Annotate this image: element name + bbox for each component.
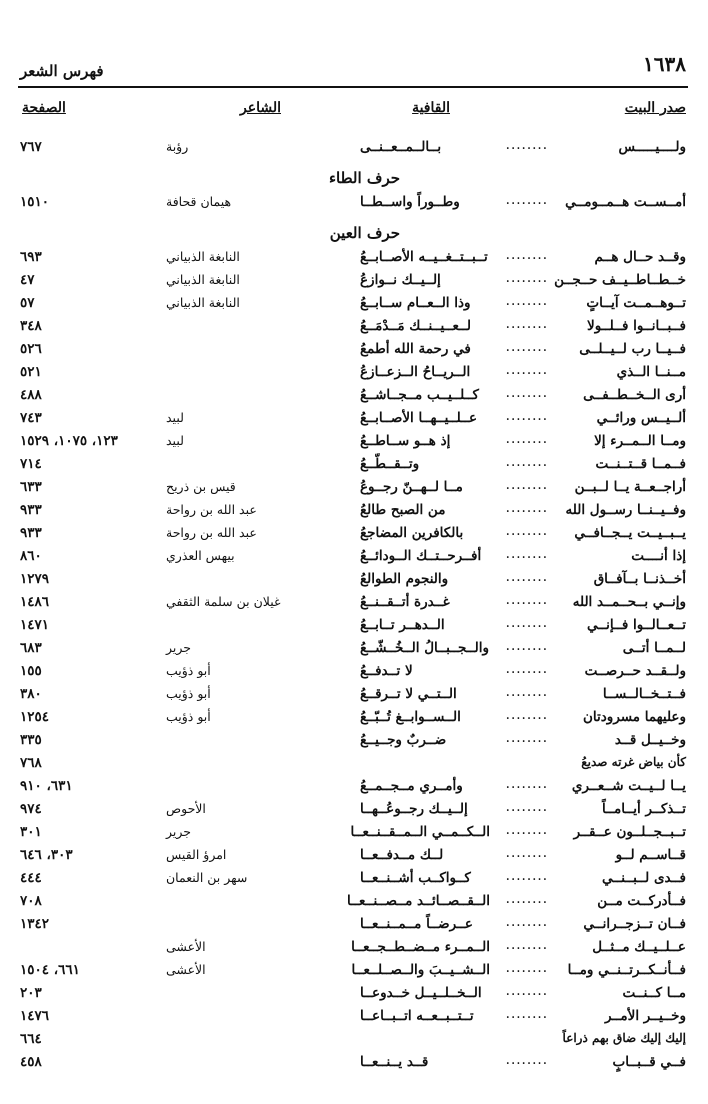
poet-cell: جرير [166,640,191,655]
running-title: فهرس الشعر [20,62,104,80]
section-heading-row [0,159,708,191]
table-row [0,867,708,890]
page-ref-cell: ٣٠١ [20,824,42,840]
poet-cell: النابغة الذبياني [166,295,240,310]
poet-cell: أبو ذؤيب [166,709,211,724]
dot-leader: ........ [505,431,548,447]
verse-opening: يــا لــيــت شــعــري [571,778,686,794]
page-ref-cell: ١٢٥٤ [20,709,50,725]
verse-opening: كأن بياض غرته صديعُ [581,755,686,769]
dot-leader: ........ [505,293,548,309]
dot-leader: ........ [505,316,548,332]
verse-opening: إذا أنــــت [631,548,686,564]
page-ref-cell: ٦٣٣ [20,479,42,495]
rhyme-cell: الــكــمــي الــمــقــنــعــا [350,824,490,840]
dot-leader: ........ [505,339,548,355]
rhyme-cell: الــقــصــائــد مــصــنــعــا [347,893,490,909]
poet-cell: النابغة الذبياني [166,249,240,264]
table-row [0,959,708,982]
verse-opening: خــطــاطــيــف حــجــن [554,272,686,288]
table-row [0,338,708,361]
dot-leader: ........ [505,776,548,792]
table-row [0,913,708,936]
dot-leader: ........ [505,937,548,953]
section-title: حرف العين [329,224,400,242]
table-row [0,453,708,476]
page-ref-cell: ٣٣٥ [20,732,42,748]
verse-opening: وخــيــل قــد [614,732,686,748]
dot-leader: ........ [505,408,548,424]
page-ref-cell: ١٤٨٦ [20,594,50,610]
dot-leader: ........ [505,845,548,861]
dot-leader: ........ [505,914,548,930]
dot-leader: ........ [505,362,548,378]
page-ref-cell: ٤٥٨ [20,1054,42,1070]
page-ref-cell: ١٢٧٩ [20,571,50,587]
rhyme-cell: عــرضــاً مــمــنــعــا [360,916,473,932]
page-ref-cell: ١٥١٠ [20,194,50,210]
verse-opening: أراجــعــة يــا لــبــن [574,479,686,495]
rhyme-cell: وتــقــطّــعُ [360,456,420,472]
rhyme-cell: كــلــيــب مــجــاشــعُ [360,387,479,403]
poet-cell: الأحوص [166,801,206,816]
page-ref-cell: ٤٤٤ [20,870,42,886]
dot-leader: ........ [505,569,548,585]
dot-leader: ........ [505,137,548,153]
rhyme-cell: والنجوم الطوالعُ [360,571,449,587]
page-ref-cell: ٣٤٨ [20,318,42,334]
verse-opening: تــبــجــلــون عــقــر [573,824,686,840]
poet-cell: النابغة الذبياني [166,272,240,287]
table-row [0,292,708,315]
table-row [0,384,708,407]
page-ref-cell: ٥٢١ [20,364,42,380]
rhyme-cell: إلــيــك نــوازعُ [360,272,441,288]
dot-leader: ........ [505,891,548,907]
poet-cell: عبد الله بن رواحة [166,525,257,540]
page-ref-cell: ٣٠٣، ٦٤٦ [20,847,73,863]
page-ref-cell: ١٢٣، ١٠٧٥، ١٥٢٩ [20,433,118,449]
poet-cell: عبد الله بن رواحة [166,502,257,517]
page-ref-cell: ١٤٧٦ [20,1008,50,1024]
page-ref-cell: ٣٨٠ [20,686,42,702]
table-row [0,821,708,844]
verse-opening: وخــيــر الأمــر [605,1008,686,1024]
page-ref-cell: ٩٣٣ [20,502,42,518]
verse-opening: ولــــيـــــس [618,139,686,155]
header-rule [18,86,688,88]
verse-opening: فــأنــكــرتــنــي ومــا [567,962,686,978]
table-row [0,191,708,214]
verse-opening: وقــد حــال هــم [594,249,686,265]
dot-leader: ........ [505,983,548,999]
table-row [0,844,708,867]
section-heading-row [0,214,708,246]
dot-leader: ........ [505,247,548,263]
table-row [0,1028,708,1051]
table-row [0,476,708,499]
dot-leader: ........ [505,385,548,401]
table-row [0,499,708,522]
verse-opening: وفــيــنــا رســول الله [565,502,686,518]
verse-opening: أرى الــخــطــفــى [583,387,686,403]
table-row [0,1051,708,1074]
dot-leader: ........ [505,799,548,815]
rhyme-cell: أفــرحــتــك الــودائــعُ [360,548,482,564]
verse-opening: مــا كــنــت [622,985,686,1001]
rhyme-cell: غــدرة أتــقــنــعُ [360,594,450,610]
column-header-poet: الشاعر [240,100,281,116]
table-row [0,568,708,591]
dot-leader: ........ [505,454,548,470]
table-row [0,407,708,430]
poet-cell: امرؤ القيس [166,847,227,862]
page-ref-cell: ٢٠٣ [20,985,42,1001]
table-row [0,269,708,292]
page-ref-cell: ٩٧٤ [20,801,42,817]
verse-opening: ألــيــس ورائــي [596,410,686,426]
verse-opening: فــي قــبــابٍ [612,1054,686,1070]
table-row [0,936,708,959]
page-ref-cell: ٦٣١، ٩١٠ [20,778,73,794]
rhyme-cell: قــد يــنــعــا [360,1054,429,1070]
poet-cell: أبو ذؤيب [166,663,211,678]
poet-cell: رؤبة [166,139,189,154]
page-ref-cell: ٥٢٦ [20,341,42,357]
rhyme-cell: لــك مــدفــعــا [360,847,444,863]
column-header-page: الصفحة [22,100,66,116]
dot-leader: ........ [505,500,548,516]
verse-opening: لــمــا أتــى [622,640,686,656]
verse-opening: إليك إليك ضاق بهم ذراعاً [562,1031,686,1045]
page-ref-cell: ٥٧ [20,295,35,311]
rhyme-cell: لا تــدفــعُ [360,663,413,679]
dot-leader: ........ [505,192,548,208]
verse-opening: فــدى لــبــنــي [602,870,686,886]
rhyme-cell: الــريــاحُ الــزعــازعُ [360,364,471,380]
verse-opening: قــاســم لــو [615,847,686,863]
index-table [0,136,708,1074]
dot-leader: ........ [505,523,548,539]
verse-opening: مــنــا الــذي [616,364,686,380]
column-header-rhyme: القافية [412,100,450,116]
table-row [0,246,708,269]
rhyme-cell: والــجــبــالُ الــخُــشّــعُ [360,640,490,656]
verse-opening: ومــا الــمــرء إلا [594,433,686,449]
rhyme-cell: الــمــرء مــضــطــجــعــا [351,939,490,955]
verse-opening: أخــذنــا بــآفــاق [593,571,686,587]
table-row [0,660,708,683]
verse-opening: تــوهــمــت آيــاتٍ [586,295,686,311]
verse-opening: وعليهما مسرودتان [583,709,686,725]
dot-leader: ........ [505,1006,548,1022]
rhyme-cell: الــدهــر تــابــعُ [360,617,445,633]
page-ref-cell: ٤٧ [20,272,35,288]
table-row [0,315,708,338]
rhyme-cell: من الصبح طالعُ [360,502,446,518]
verse-opening: يــبــيــت يــجــافــي [574,525,686,541]
verse-opening: فــمــا قــتــنــت [595,456,686,472]
rhyme-cell: تــتــبــعــه اتــبــاعــا [360,1008,474,1024]
rhyme-cell: تــبــتــغــيــه الأصــابــعُ [360,249,488,265]
page-ref-cell: ٧٦٨ [20,755,42,771]
verse-opening: فــبــانــوا فــلــولا [587,318,686,334]
verse-opening: فــأدركــت مــن [597,893,686,909]
table-row [0,545,708,568]
dot-leader: ........ [505,638,548,654]
rhyme-cell: عــلــيــهــا الأصــابــعُ [360,410,478,426]
verse-opening: تــعــالــوا فــإنــي [586,617,686,633]
page-ref-cell: ٩٣٣ [20,525,42,541]
dot-leader: ........ [505,822,548,838]
table-row [0,752,708,775]
verse-opening: وإنــي بــحــمــد الله [572,594,686,610]
rhyme-cell: مــا لــهــنّ رجــوعُ [360,479,463,495]
rhyme-cell: ضــربٌ وجــيــعُ [360,732,447,748]
verse-opening: عــلــيــك مــثــل [592,939,686,955]
page-ref-cell: ٨٦٠ [20,548,42,564]
table-row [0,430,708,453]
table-row [0,706,708,729]
page-ref-cell: ١٣٤٢ [20,916,50,932]
rhyme-cell: الــســوابــغ تُــبّــعُ [360,709,461,725]
rhyme-cell: الــخــلــيــل خــدوعــا [360,985,482,1001]
dot-leader: ........ [505,546,548,562]
poet-cell: غيلان بن سلمة الثقفي [166,594,281,609]
poet-cell: بيهس العذري [166,548,235,563]
table-row [0,1005,708,1028]
poet-cell: هيمان قحافة [166,194,232,209]
page-ref-cell: ٦٦١، ١٥٠٤ [20,962,80,978]
rhyme-cell: وذا الــعــام ســابــعُ [360,295,471,311]
verse-opening: أمــســت هــمــومــي [565,194,686,210]
dot-leader: ........ [505,661,548,677]
table-row [0,683,708,706]
table-row [0,798,708,821]
dot-leader: ........ [505,730,548,746]
dot-leader: ........ [505,592,548,608]
table-row [0,522,708,545]
page-ref-cell: ٧٦٧ [20,139,42,155]
page-ref-cell: ١٥٥ [20,663,42,679]
table-row [0,361,708,384]
dot-leader: ........ [505,615,548,631]
table-row [0,136,708,159]
poet-cell: الأعشى [166,962,206,977]
poet-cell: أبو ذؤيب [166,686,211,701]
dot-leader: ........ [505,477,548,493]
page-ref-cell: ٤٨٨ [20,387,42,403]
table-row [0,637,708,660]
rhyme-cell: في رحمة الله أطمعُ [360,341,471,357]
dot-leader: ........ [505,868,548,884]
page-ref-cell: ٧٠٨ [20,893,42,909]
table-row [0,982,708,1005]
rhyme-cell: وأمــري مــجــمــعُ [360,778,463,794]
rhyme-cell: إذ هــو ســاطــعُ [360,433,451,449]
table-row [0,729,708,752]
rhyme-cell: لــعــيــنــك مَــدْمَــعُ [360,318,472,334]
column-header-first: صدر البيت [624,100,686,116]
section-title: حرف الطاء [329,169,400,187]
rhyme-cell: إلــيــك رجــوعُــهــا [360,801,468,817]
dot-leader: ........ [505,707,548,723]
poet-cell: لبيد [166,433,184,448]
dot-leader: ........ [505,960,548,976]
page-ref-cell: ٦٦٤ [20,1031,42,1047]
verse-opening: فــتــخــالــســا [602,686,686,702]
verse-opening: ولــقــد حــرصــت [584,663,686,679]
page-ref-cell: ٧٤٣ [20,410,42,426]
dot-leader: ........ [505,684,548,700]
page-number: ١٦٣٨ [643,52,686,76]
poet-cell: الأعشى [166,939,206,954]
poet-cell: جرير [166,824,191,839]
rhyme-cell: بالكافرين المضاجعُ [360,525,464,541]
poet-cell: سهر بن النعمان [166,870,248,885]
verse-opening: فــان تــزجــرانــي [583,916,686,932]
page-ref-cell: ٦٨٣ [20,640,42,656]
dot-leader: ........ [505,270,548,286]
rhyme-cell: كــواكــب أشــنــعــا [360,870,471,886]
rhyme-cell: وطــوراً واســطــا [360,194,460,210]
rhyme-cell: الــتــي لا تــرقــعُ [360,686,457,702]
verse-opening: فــيــا رب لــيــلــى [579,341,686,357]
dot-leader: ........ [505,1052,548,1068]
table-row [0,775,708,798]
table-row [0,890,708,913]
poet-cell: قيس بن ذريح [166,479,236,494]
page-ref-cell: ٦٩٣ [20,249,42,265]
verse-opening: تــذكــر أيــامــاً [601,801,686,817]
rhyme-cell: بــالــمــعــنــى [360,139,442,155]
rhyme-cell: الــشــيــبَ والــصــلــعــا [351,962,490,978]
page-ref-cell: ١٤٧١ [20,617,50,633]
table-row [0,591,708,614]
page-ref-cell: ٧١٤ [20,456,42,472]
table-row [0,614,708,637]
poet-cell: لبيد [166,410,184,425]
